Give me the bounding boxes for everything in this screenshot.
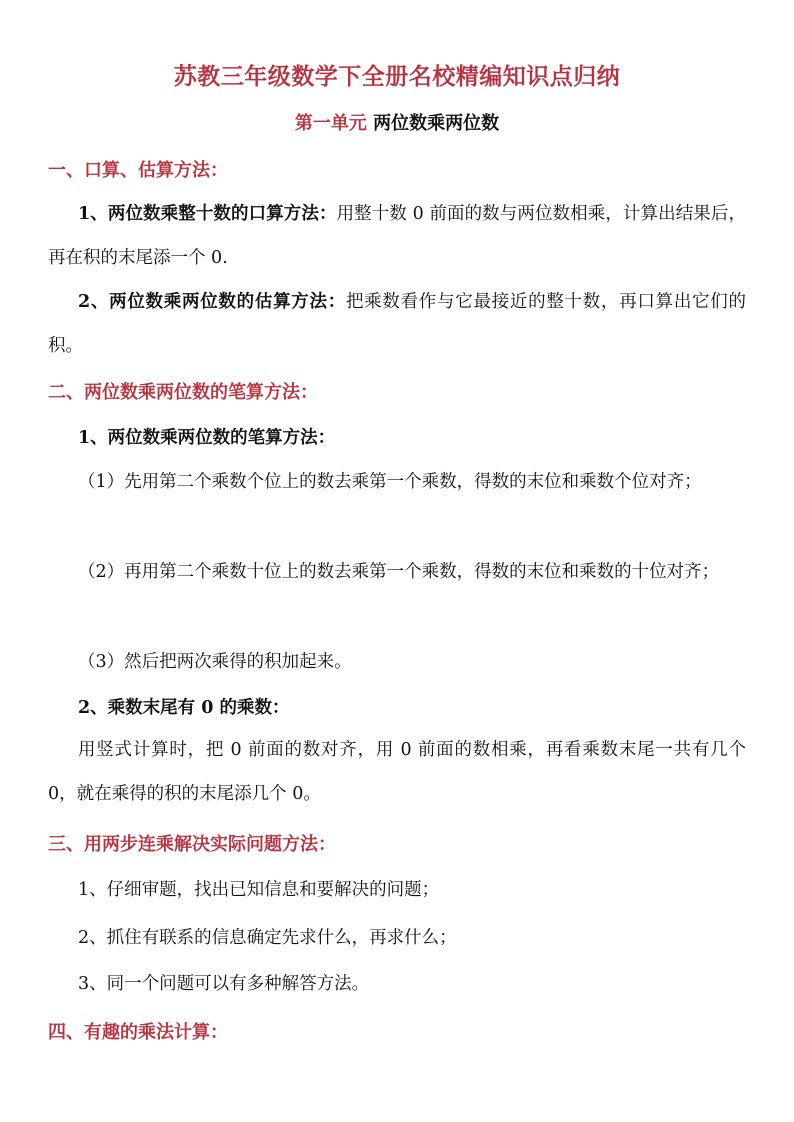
paragraph-estimation-text: 把乘数看作与它最接近的整十数，再口算出它们的积。 — [48, 292, 746, 356]
paragraph-estimation-title: 2、两位数乘两位数的估算方法： — [78, 292, 346, 312]
unit-label: 第一单元 — [294, 113, 367, 134]
written-method-title: 1、两位数乘两位数的笔算方法： — [78, 428, 336, 448]
section-4-heading: 四、有趣的乘法计算： — [48, 1022, 228, 1043]
step-3: （3）然后把两次乘得的积加起来。 — [78, 652, 352, 672]
trailing-zero-title: 2、乘数末尾有 0 的乘数： — [78, 698, 290, 718]
method-item-1: 1、仔细审题，找出已知信息和要解决的问题； — [78, 880, 440, 900]
paragraph-oral-calc — [48, 192, 746, 280]
step-2: （2）再用第二个乘数十位上的数去乘第一个乘数，得数的末位和乘数的十位对齐； — [78, 562, 720, 582]
trailing-zero-text: 用竖式计算时，把 0 前面的数对齐，用 0 前面的数相乘，再看乘数末尾一共有几个 0，就在乘得的积的末尾添几个 0。 — [48, 740, 746, 804]
paragraph-oral-calc-title: 1、两位数乘整十数的口算方法： — [78, 204, 337, 224]
unit-name: 两位数乘两位数 — [373, 113, 500, 134]
step-1: （1）先用第二个乘数个位上的数去乘第一个乘数，得数的末位和乘数个位对齐； — [78, 472, 702, 492]
method-item-2: 2、抓住有联系的信息确定先求什么，再求什么； — [78, 928, 457, 948]
paragraph-estimation — [48, 280, 746, 368]
document-title: 苏教三年级数学下全册名校精编知识点归纳 — [173, 64, 621, 90]
section-1-heading: 一、口算、估算方法： — [48, 160, 228, 181]
section-2-heading: 二、两位数乘两位数的笔算方法： — [48, 382, 318, 403]
section-3-heading: 三、用两步连乘解决实际问题方法： — [48, 834, 336, 855]
paragraph-oral-calc-text: 用整十数 0 前面的数与两位数相乘，计算出结果后，再在积的末尾添一个 0. — [48, 204, 746, 268]
unit-heading — [0, 109, 794, 135]
method-item-3: 3、同一个问题可以有多种解答方法。 — [78, 974, 370, 994]
